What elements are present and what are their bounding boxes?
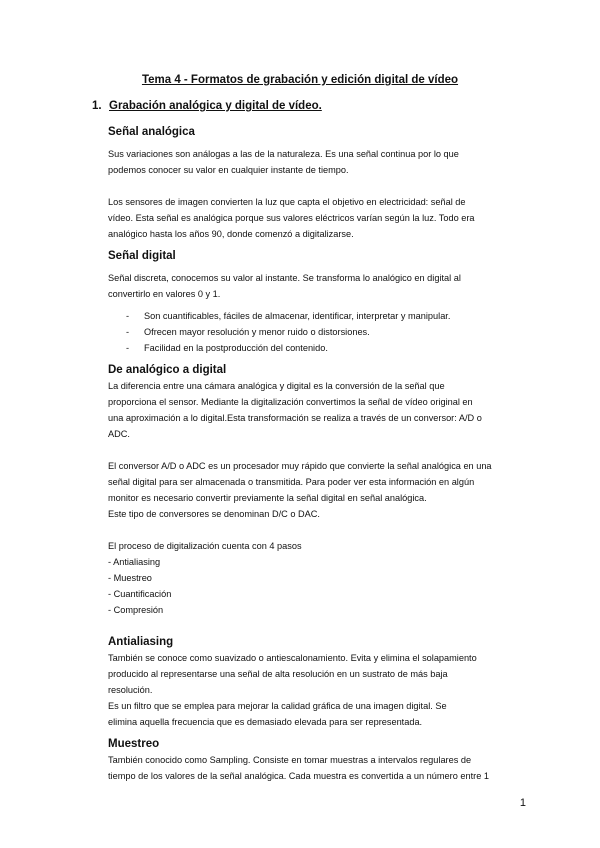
paragraph-line: También se conoce como suavizado o antiescalonamiento. Evita y elimina el solapamiento xyxy=(108,653,477,663)
section-number: 1. xyxy=(92,100,102,112)
step-item: - Muestreo xyxy=(108,573,152,583)
paragraph-line: vídeo. Esta señal es analógica porque sus valores eléctricos varían según la luz. Todo era xyxy=(108,213,475,223)
bullet-dash: - xyxy=(126,327,130,337)
step-item: - Antialiasing xyxy=(108,557,161,567)
paragraph-line: Es un filtro que se emplea para mejorar la calidad gráfica de una imagen digital. Se xyxy=(108,701,447,711)
document-title: Tema 4 - Formatos de grabación y edición digital de vídeo xyxy=(141,74,459,86)
heading-analogico-digital: De analógico a digital xyxy=(108,364,227,376)
section-title: Grabación analógica y digital de vídeo. xyxy=(109,100,322,112)
bullet-dash: - xyxy=(126,343,130,353)
paragraph-line: monitor es necesario convertir previamente la señal digital en señal analógica. xyxy=(108,493,427,503)
paragraph-line: El proceso de digitalización cuenta con 4 pasos xyxy=(108,541,302,551)
list-item-text: Son cuantificables, fáciles de almacenar, identificar, interpretar y manipular. xyxy=(144,311,451,321)
paragraph-line: Señal discreta, conocemos su valor al instante. Se transforma lo analógico en digital al xyxy=(108,273,461,283)
paragraph-line: podemos conocer su valor en cualquier instante de tiempo. xyxy=(108,165,349,175)
list-item xyxy=(108,340,528,356)
paragraph-line: Este tipo de conversores se denominan D/C o DAC. xyxy=(108,509,320,519)
paragraph-line: analógico hasta los años 90, donde comenzó a digitalizarse. xyxy=(108,229,354,239)
paragraph-line: El conversor A/D o ADC es un procesador muy rápido que convierte la señal analógica en una xyxy=(108,461,492,471)
heading-senal-digital: Señal digital xyxy=(108,250,176,262)
paragraph-line: resolución. xyxy=(108,685,153,695)
heading-antialiasing: Antialiasing xyxy=(108,636,174,648)
paragraph-line: La diferencia entre una cámara analógica y digital es la conversión de la señal que xyxy=(108,381,445,391)
page-number: 1 xyxy=(519,797,526,809)
heading-muestreo: Muestreo xyxy=(108,738,160,750)
paragraph-line: tiempo de los valores de la señal analógica. Cada muestra es convertida a un número entre 1 xyxy=(108,771,489,781)
paragraph-line: elimina aquella frecuencia que es demasiado elevada para ser representada. xyxy=(108,717,423,727)
paragraph-line: una aproximación a lo digital.Esta transformación se realiza a través de un conversor: A/D o xyxy=(108,413,482,423)
paragraph-line: También conocido como Sampling. Consiste en tomar muestras a intervalos regulares de xyxy=(108,755,472,765)
bullet-list xyxy=(108,308,528,356)
list-item xyxy=(108,324,528,340)
paragraph-line: señal digital para ser almacenada o transmitida. Para poder ver esta información en algún xyxy=(108,477,475,487)
list-item-text: Ofrecen mayor resolución y menor ruido o distorsiones. xyxy=(144,327,370,337)
paragraph-line: convertirlo en valores 0 y 1. xyxy=(108,289,221,299)
step-item: - Compresión xyxy=(108,605,164,615)
list-item xyxy=(108,308,528,324)
step-item: - Cuantificación xyxy=(108,589,172,599)
bullet-dash: - xyxy=(126,311,130,321)
document-body xyxy=(108,124,528,784)
heading-senal-analogica: Señal analógica xyxy=(108,126,195,138)
section-heading xyxy=(92,100,322,112)
paragraph-line: producido al representarse una señal de alta resolución en un sustrato de más baja xyxy=(108,669,448,679)
paragraph-line: Los sensores de imagen convierten la luz que capta el objetivo en electricidad: señal de xyxy=(108,197,466,207)
paragraph-line: ADC. xyxy=(108,429,130,439)
paragraph-line: Sus variaciones son análogas a las de la naturaleza. Es una señal continua por lo que xyxy=(108,149,459,159)
paragraph-line: proporciona el sensor. Mediante la digitalización convertimos la señal de vídeo original en xyxy=(108,397,473,407)
list-item-text: Facilidad en la postproducción del contenido. xyxy=(144,343,328,353)
